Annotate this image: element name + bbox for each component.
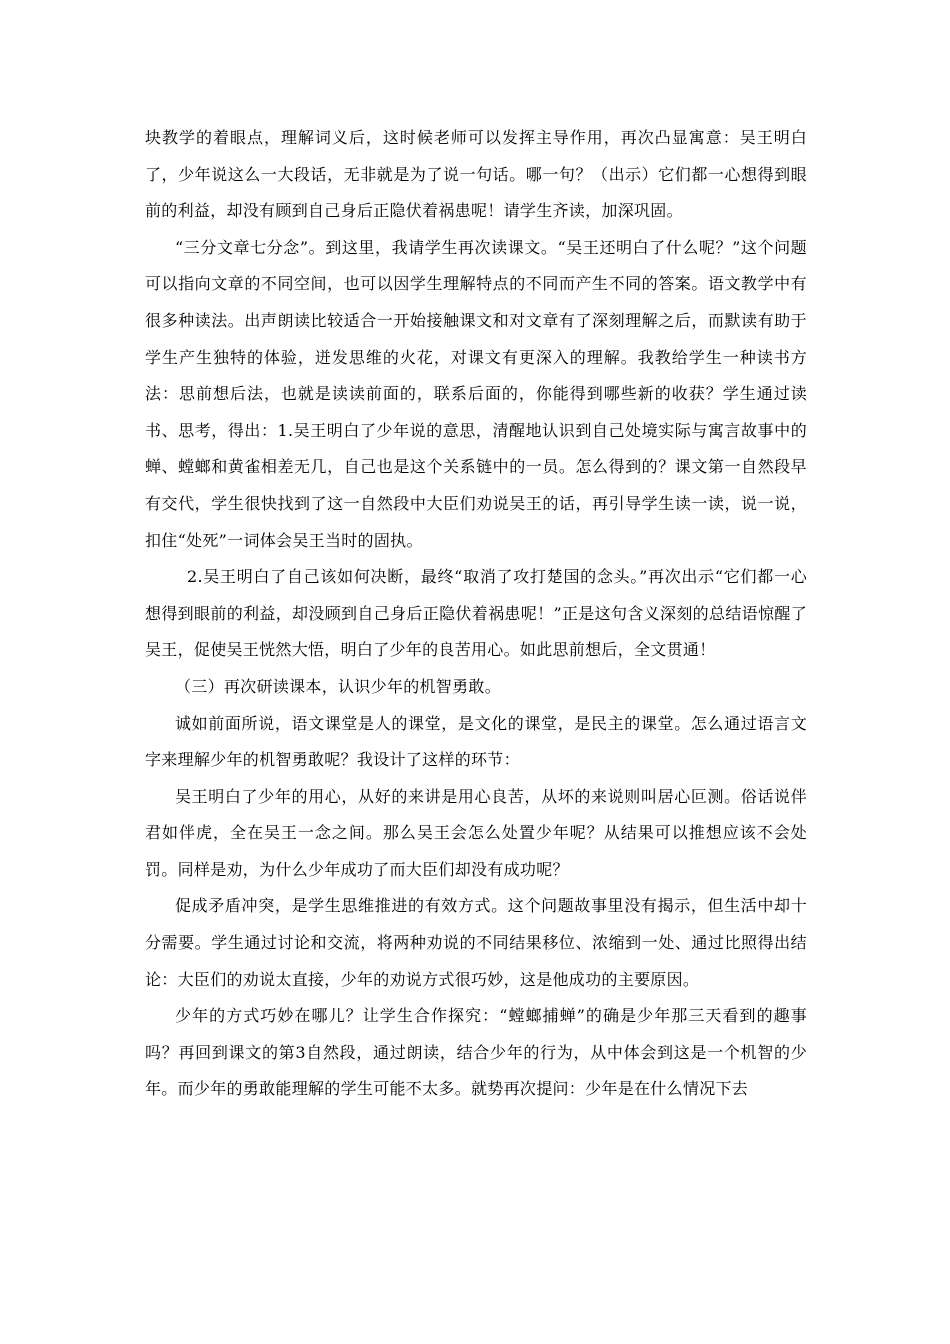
paragraph-5: 诚如前面所说，语文课堂是人的课堂，是文化的课堂，是民主的课堂。怎么通过语言文字来理解少年的机智勇敢呢？我设计了这样的环节：: [145, 713, 807, 770]
paragraph-7: 促成矛盾冲突，是学生思维推进的有效方式。这个问题故事里没有揭示，但生活中却十分需要。学生通过讨论和交流，将两种劝说的不同结果移位、浓缩到一处、通过比照得出结论：大臣们的劝说太直接，少年的劝说方式很巧妙，这是他成功的主要原因。: [145, 896, 807, 989]
paragraph-6: 吴王明白了少年的用心，从好的来讲是用心良苦，从坏的来说则叫居心叵测。俗话说伴君如伴虎，全在吴王一念之间。那么吴王会怎么处置少年呢？从结果可以推想应该不会处罚。同样是劝，为什么少年成功了而大臣们却没有成功呢？: [145, 786, 807, 879]
paragraph-8: 少年的方式巧妙在哪儿？让学生合作探究：“螳螂捕蝉”的确是少年那三天看到的趣事吗？再回到课文的第3自然段，通过朗读，结合少年的行为，从中体会到这是一个机智的少年。而少年的勇敢能理解的学生可能不太多。就势再次提问：少年是在什么情况下去: [145, 1006, 807, 1099]
paragraph-3: 2.吴王明白了自己该如何决断，最终“取消了攻打楚国的念头。”再次出示“它们都一心想得到眼前的利益，却没顾到自己身后正隐伏着祸患呢！”正是这句含义深刻的总结语惊醒了吴王，促使吴王恍然大悟，明白了少年的良苦用心。如此思前想后，全文贯通！: [145, 567, 807, 660]
section-heading: （三）再次研读课本，认识少年的机智勇敢。: [175, 676, 502, 696]
document-body: [145, 120, 807, 1108]
paragraph-2: “三分文章七分念”。到这里，我请学生再次读课文。“吴王还明白了什么呢？”这个问题可以指向文章的不同空间，也可以因学生理解特点的不同而产生不同的答案。语文教学中有很多种读法。出声朗读比较适合一开始接触课文和对文章有了深刻理解之后，而默读有助于学生产生独特的体验，迸发思维的火花，对课文有更深入的理解。我教给学生一种读书方法：思前想后法，也就是读读前面的，联系后面的，你能得到哪些新的收获？学生通过读书、思考，得出：1.吴王明白了少年说的意思，清醒地认识到自己处境实际与寓言故事中的蝉、螳螂和黄雀相差无几，自己也是这个关系链中的一员。怎么得到的？课文第一自然段早有交代，学生很快找到了这一自然段中大臣们劝说吴王的话，再引导学生读一读，说一说，扣住“处死”一词体会吴王当时的固执。: [145, 237, 807, 550]
paragraph-1: 块教学的着眼点，理解词义后，这时候老师可以发挥主导作用，再次凸显寓意：吴王明白了，少年说这么一大段话，无非就是为了说一句话。哪一句？（出示）它们都一心想得到眼前的利益，却没有顾到自己身后正隐伏着祸患呢！请学生齐读，加深巩固。: [145, 128, 807, 221]
